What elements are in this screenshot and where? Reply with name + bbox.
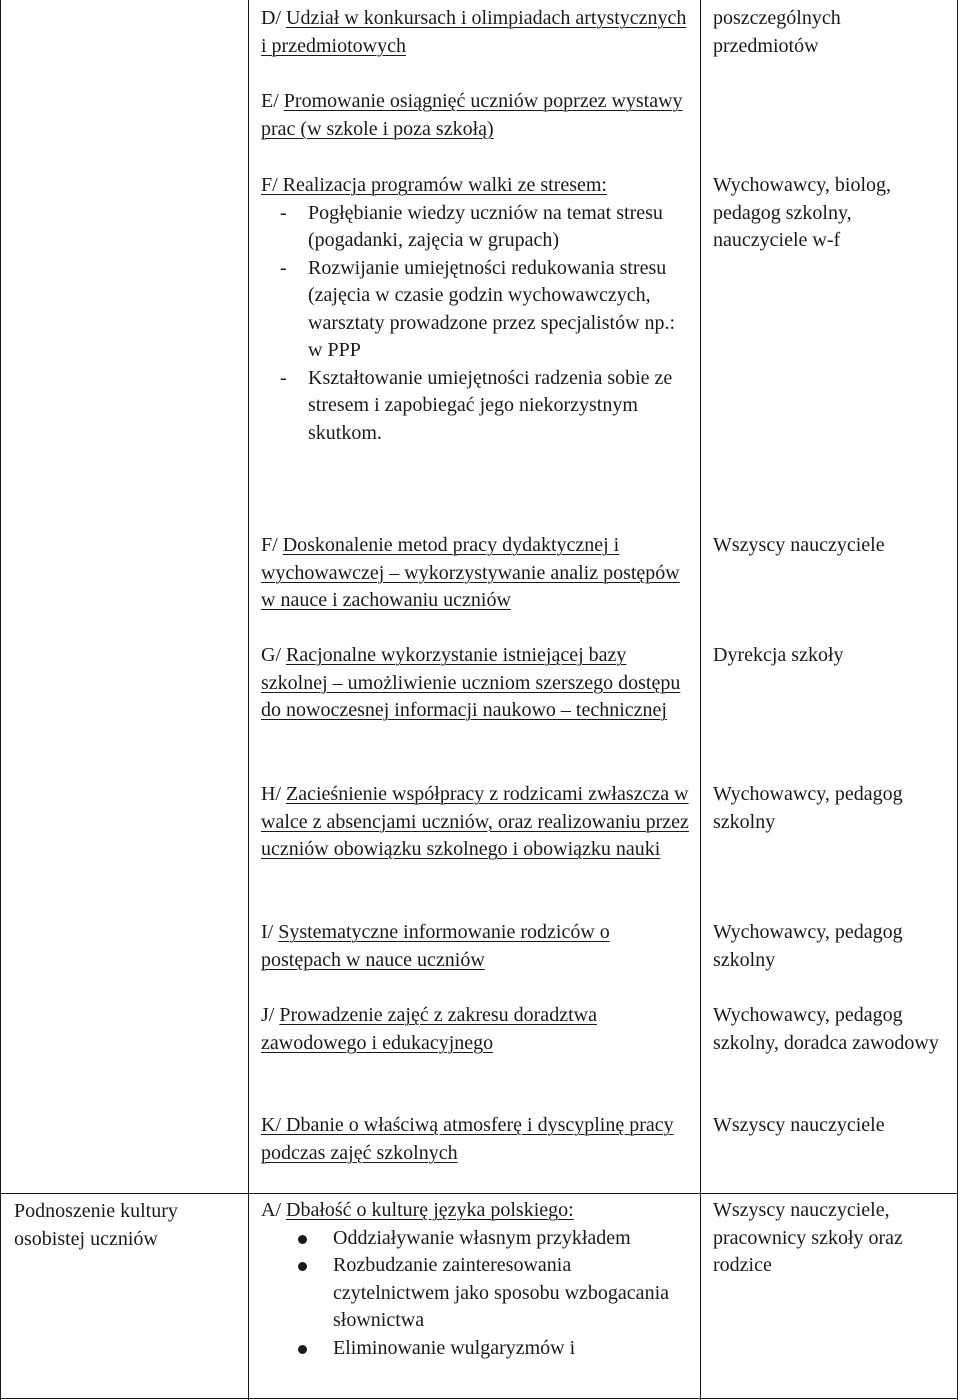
item-e: E/ Promowanie osiągnięć uczniów poprzez wystawy prac (w szkole i poza szkołą) (261, 90, 683, 140)
item-f-list (236, 200, 691, 448)
list-item: - Pogłębianie wiedzy uczniów na temat stresu (pogadanki, zajęcia w grupach) (280, 201, 663, 251)
responsible-g: Dyrekcja szkoły (713, 644, 844, 666)
responsible-h: Wychowawcy, pedagog szkolny (713, 783, 903, 833)
table-row-divider (0, 1193, 958, 1194)
list-item: - Kształtowanie umiejętności radzenia sobie ze stresem i zapobiegać jego niekorzystnym skutkom. (280, 366, 673, 444)
table-border-col2 (700, 0, 701, 1400)
list-item: - Rozwijanie umiejętności redukowania stresu (zajęcia w czasie godzin wychowawczych, warsztaty prowadzone przez specjalistów np.: w PPP (280, 256, 676, 361)
table-border-right (957, 0, 958, 1400)
item-i: I/ Systematyczne informowanie rodziców o postępach w nauce uczniów (261, 921, 610, 971)
item-k: K/ Dbanie o właściwą atmosferę i dyscyplinę pracy podczas zajęć szkolnych (261, 1114, 674, 1164)
responsible-d: poszczególnych przedmiotów (713, 7, 841, 57)
row-label-kultura-osobista: Podnoszenie kultury osobistej uczniów (14, 1200, 178, 1250)
bullet-icon (298, 1262, 307, 1271)
list-item: Oddziaływanie własnym przykładem (261, 1225, 691, 1253)
item-f-teaching-methods: F/ Doskonalenie metod pracy dydaktycznej i wychowawczej – wykorzystywanie analiz postępów w nauce i zachowaniu uczniów (261, 534, 680, 611)
item-f-title: F/ Realizacja programów walki ze stresem: (261, 174, 607, 196)
item-j: J/ Prowadzenie zajęć z zakresu doradztwa zawodowego i edukacyjnego (261, 1004, 597, 1054)
responsible-k: Wszyscy nauczyciele (713, 1114, 885, 1136)
bullet-icon (298, 1235, 307, 1244)
item-h: H/ Zacieśnienie współpracy z rodzicami zwłaszcza w walce z absencjami uczniów, oraz realizowaniu przez uczniów obowiązku szkolnego i obowiązku nauki (261, 783, 689, 860)
item-f-stress-program (261, 172, 691, 447)
list-item: Rozbudzanie zainteresowania czytelnictwem jako sposobu wzbogacania słownictwa (261, 1252, 691, 1335)
item-a-language-culture: A/ Dbałość o kulturę języka polskiego: Oddziaływanie własnym przykładem Rozbudzanie zainteresowania czytelnictwem jako sposobu wzbogacania słownictwa Eliminowanie wulgaryzmów i (261, 1197, 691, 1362)
list-item: Eliminowanie wulgaryzmów i (261, 1335, 691, 1363)
item-a-list (261, 1225, 691, 1363)
table-border-bottom (0, 1398, 958, 1399)
responsible-j: Wychowawcy, pedagog szkolny, doradca zawodowy (713, 1004, 939, 1054)
bullet-icon (298, 1345, 307, 1354)
responsible-f-methods: Wszyscy nauczyciele (713, 534, 885, 556)
item-g: G/ Racjonalne wykorzystanie istniejącej bazy szkolnej – umożliwienie uczniom szerszego dostępu do nowoczesnej informacji naukowo – technicznej (261, 644, 681, 721)
table-border-left (0, 0, 1, 1400)
responsible-f-stress: Wychowawcy, biolog, pedagog szkolny, nauczyciele w-f (713, 174, 892, 251)
item-d: D/ Udział w konkursach i olimpiadach artystycznych i przedmiotowych (261, 7, 687, 57)
responsible-i: Wychowawcy, pedagog szkolny (713, 921, 903, 971)
responsible-a: Wszyscy nauczyciele, pracownicy szkoły oraz rodzice (713, 1199, 903, 1276)
